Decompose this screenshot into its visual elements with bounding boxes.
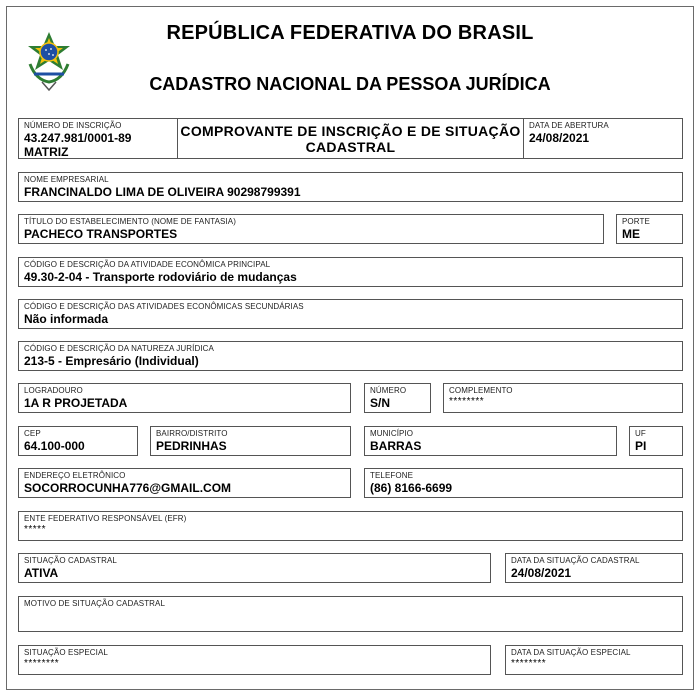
cnpj-value: 43.247.981/0001-89 (24, 131, 132, 145)
inscricao-label: NÚMERO DE INSCRIÇÃO (24, 121, 122, 130)
fantasia-value: PACHECO TRANSPORTES (24, 227, 178, 241)
fantasia-label: TÍTULO DO ESTABELECIMENTO (NOME DE FANTASIA) (24, 217, 236, 226)
logradouro-label: LOGRADOURO (24, 386, 83, 395)
porte-box (616, 214, 683, 244)
fantasia-box (18, 214, 604, 244)
cep-label: CEP (24, 429, 41, 438)
municipio-box (364, 426, 617, 456)
porte-value: ME (622, 227, 640, 241)
numero-label: NÚMERO (370, 386, 407, 395)
abertura-value: 24/08/2021 (529, 131, 590, 145)
telefone-value: (86) 8166-6699 (370, 481, 453, 495)
email-label: ENDEREÇO ELETRÔNICO (24, 471, 126, 480)
natureza-juridica-value: 213-5 - Empresário (Individual) (24, 354, 199, 368)
nome-empresarial-value: FRANCINALDO LIMA DE OLIVEIRA 90298799391 (24, 185, 301, 199)
abertura-box (523, 118, 683, 159)
data-situacao-especial-box (505, 645, 683, 675)
cep-box (18, 426, 138, 456)
atividade-principal-label: CÓDIGO E DESCRIÇÃO DA ATIVIDADE ECONÔMICA PRINCIPAL (24, 260, 271, 269)
comprovante-title: COMPROVANTE DE INSCRIÇÃO E DE SITUAÇÃO CADASTRAL (180, 123, 521, 155)
municipio-label: MUNICÍPIO (370, 429, 414, 438)
numero-box (364, 383, 431, 413)
situacao-label: SITUAÇÃO CADASTRAL (24, 556, 117, 565)
motivo-box (18, 596, 683, 632)
uf-value: PI (635, 439, 647, 453)
municipio-value: BARRAS (370, 439, 422, 453)
motivo-label: MOTIVO DE SITUAÇÃO CADASTRAL (24, 599, 166, 608)
natureza-juridica-box (18, 341, 683, 371)
natureza-juridica-label: CÓDIGO E DESCRIÇÃO DA NATUREZA JURÍDICA (24, 344, 214, 353)
telefone-label: TELEFONE (370, 471, 414, 480)
cep-value: 64.100-000 (24, 439, 85, 453)
atividades-secundarias-label: CÓDIGO E DESCRIÇÃO DAS ATIVIDADES ECONÔMICAS SECUNDÁRIAS (24, 302, 304, 311)
bairro-box (150, 426, 351, 456)
atividades-secundarias-value: Não informada (24, 312, 109, 326)
data-situacao-especial-value: ******** (511, 658, 547, 669)
atividade-principal-value: 49.30-2-04 - Transporte rodoviário de mudanças (24, 270, 297, 284)
data-situacao-especial-label: DATA DA SITUAÇÃO ESPECIAL (511, 648, 631, 657)
logradouro-value: 1A R PROJETADA (24, 396, 128, 410)
abertura-label: DATA DE ABERTURA (529, 121, 609, 130)
efr-box (18, 511, 683, 541)
nome-empresarial-label: NOME EMPRESARIAL (24, 175, 109, 184)
uf-box (629, 426, 683, 456)
porte-label: PORTE (622, 217, 650, 226)
nome-empresarial-box (18, 172, 683, 202)
data-situacao-box (505, 553, 683, 583)
efr-label: ENTE FEDERATIVO RESPONSÁVEL (EFR) (24, 514, 187, 523)
atividades-secundarias-box (18, 299, 683, 329)
situacao-value: ATIVA (24, 566, 59, 580)
email-value: SOCORROCUNHA776@GMAIL.COM (24, 481, 232, 495)
telefone-box (364, 468, 683, 498)
situacao-box (18, 553, 491, 583)
complemento-box (443, 383, 683, 413)
data-situacao-label: DATA DA SITUAÇÃO CADASTRAL (511, 556, 640, 565)
efr-value: ***** (24, 524, 46, 535)
atividade-principal-box (18, 257, 683, 287)
data-situacao-value: 24/08/2021 (511, 566, 572, 580)
comprovante-box (177, 118, 524, 159)
inscricao-box (18, 118, 178, 159)
numero-value: S/N (370, 396, 391, 410)
situacao-especial-label: SITUAÇÃO ESPECIAL (24, 648, 108, 657)
complemento-value: ******** (449, 396, 485, 407)
situacao-especial-box (18, 645, 491, 675)
bairro-label: BAIRRO/DISTRITO (156, 429, 228, 438)
uf-label: UF (635, 429, 646, 438)
header-subtitle: CADASTRO NACIONAL DA PESSOA JURÍDICA (149, 74, 551, 94)
logradouro-box (18, 383, 351, 413)
tipo-value: MATRIZ (24, 145, 69, 159)
complemento-label: COMPLEMENTO (449, 386, 513, 395)
header-title: REPÚBLICA FEDERATIVA DO BRASIL (166, 22, 534, 44)
email-box (18, 468, 351, 498)
situacao-especial-value: ******** (24, 658, 60, 669)
bairro-value: PEDRINHAS (156, 439, 227, 453)
